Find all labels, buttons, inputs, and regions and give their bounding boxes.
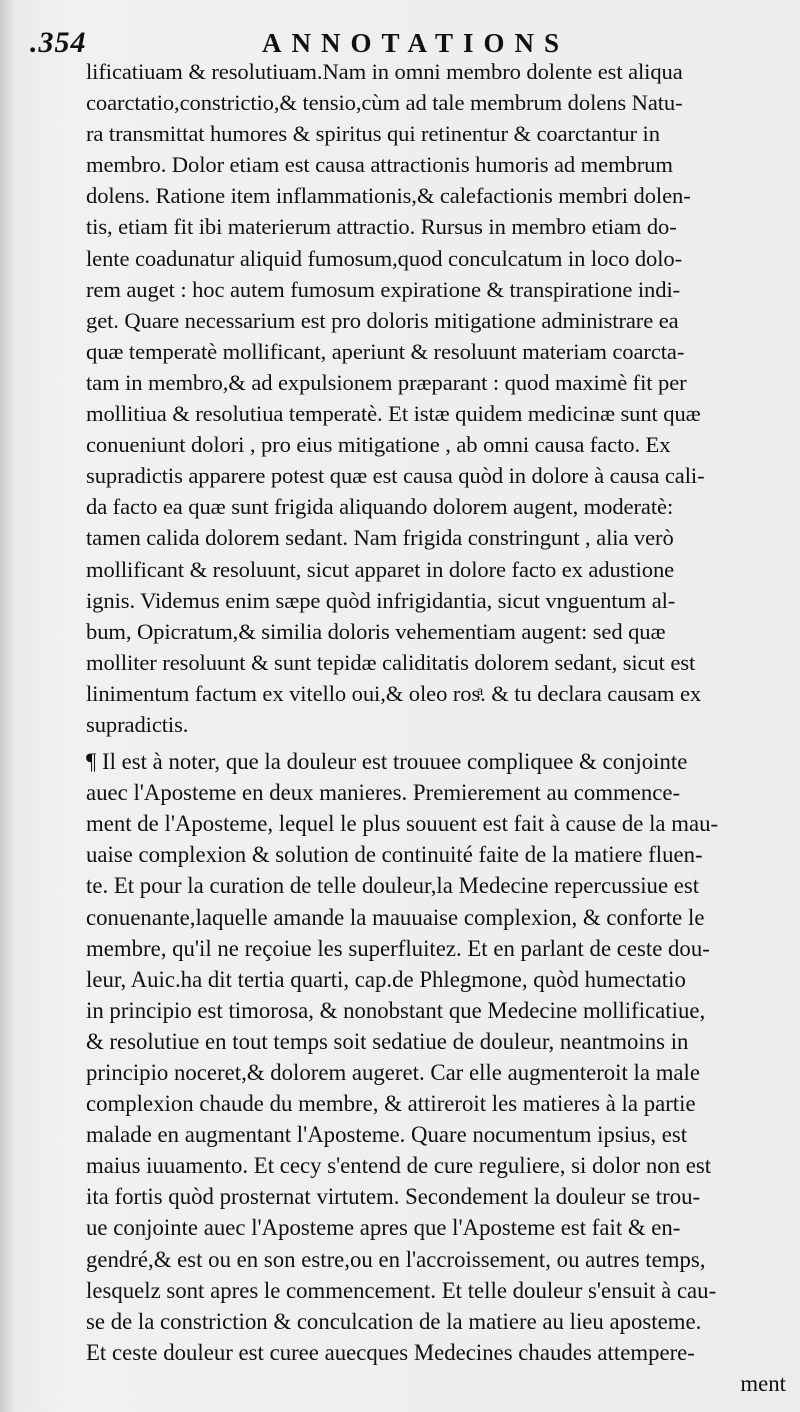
text-line: da facto ea quæ sunt frigida aliquando dolorem augent, moderatè: (86, 494, 674, 520)
text-line: malade en augmentant l'Aposteme. Quare nocumentum ipsius, est (86, 1122, 688, 1148)
text-line: ignis. Videmus enim sæpe quòd infrigidantia, sicut vnguentum al- (86, 587, 676, 613)
text-line: tam in membro,& ad expulsionem præparant : quod maximè fit per (86, 369, 687, 395)
catchword: ment (740, 1370, 786, 1396)
text-line: ra transmittat humores & spiritus qui retinentur & coarctantur in (86, 121, 660, 147)
latin-paragraph (86, 56, 786, 740)
text-line: lente coadunatur aliquid fumosum,quod conculcatum in loco dolo- (86, 245, 683, 271)
text-line: supradictis apparere potest quæ est causa quòd in dolore à causa cali- (86, 463, 705, 489)
text-line: auec l'Aposteme en deux manieres. Premierement au commence- (86, 780, 681, 806)
text-line: leur, Auic.ha dit tertia quarti, cap.de Phlegmone, quòd humectatio (86, 966, 686, 992)
page-number: .354 (30, 26, 87, 59)
text-line: in principio est timorosa, & nonobstant que Medecine mollificatiue, (86, 997, 706, 1023)
text-line: ita fortis quòd prosternat virtutem. Secondement la douleur se trou- (86, 1184, 701, 1210)
text-line: lificatiuam & resolutiuam.Nam in omni membro dolente est aliqua (86, 59, 683, 84)
text-line: supradictis. (86, 711, 189, 737)
text-line: conuenante,laquelle amande la mauuaise complexion, & conforte le (86, 904, 705, 930)
text-line: lesquelz sont apres le commencement. Et telle douleur s'ensuit à cau- (86, 1277, 717, 1303)
text-line: get. Quare necessarium est pro doloris mitigatione administrare ea (86, 307, 679, 333)
text-line: linimentum factum ex vitello oui,& oleo rosͣ. & tu declara causam ex (86, 680, 702, 706)
text-line: dolens. Ratione item inflammationis,& calefactionis membri dolen- (86, 183, 691, 209)
text-line: tamen calida dolorem sedant. Nam frigida constringunt , alia verò (86, 525, 674, 551)
page-body (86, 56, 786, 1399)
page-header (0, 20, 800, 60)
text-line: ¶ Il est à noter, que la douleur est trouuee compliquee & conjointe (86, 749, 688, 775)
text-line: molliter resoluunt & sunt tepidæ caliditatis dolorem sedant, sicut est (86, 649, 696, 675)
text-line: conueniunt dolori , pro eius mitigatione , ab omni causa facto. Ex (86, 432, 671, 458)
text-line: ment de l'Aposteme, lequel le plus souuent est fait à cause de la mau- (86, 811, 719, 837)
text-line: rem auget : hoc autem fumosum expiratione & transpiratione indi- (86, 276, 681, 302)
text-line: ue conjointe auec l'Aposteme apres que l'Aposteme est fait & en- (86, 1215, 681, 1241)
running-title: ANNOTATIONS (262, 28, 570, 58)
text-line: maius iuuamento. Et cecy s'entend de cure reguliere, si dolor non est (86, 1153, 712, 1179)
text-line: complexion chaude du membre, & attireroit les matieres à la partie (86, 1091, 696, 1117)
text-line: tis, etiam fit ibi materierum attractio. Rursus in membro etiam do- (86, 214, 677, 240)
text-line: mollitiua & resolutiua temperatè. Et istæ quidem medicinæ sunt quæ (86, 401, 701, 427)
text-line: principio noceret,& dolorem augeret. Car elle augmenteroit la male (86, 1060, 701, 1085)
text-line: membre, qu'il ne reçoiue les superfluitez. Et en parlant de ceste dou- (86, 935, 710, 961)
text-line: quæ temperatè mollificant, aperiunt & resoluunt materiam coarcta- (86, 338, 685, 364)
text-line: se de la constriction & conculcation de la matiere au lieu aposteme. (86, 1308, 702, 1334)
text-line: mollificant & resoluunt, sicut apparet in dolore facto ex adustione (86, 556, 675, 582)
text-line: uaise complexion & solution de continuité faite de la matiere fluen- (86, 842, 703, 868)
text-line: Et ceste douleur est curee auecques Medecines chaudes attempere- (86, 1339, 695, 1365)
text-line: te. Et pour la curation de telle douleur,la Medecine repercussiue est (86, 873, 700, 899)
text-line: bum, Opicratum,& similia doloris vehementiam augent: sed quæ (86, 618, 666, 644)
text-line: membro. Dolor etiam est causa attractionis humoris ad membrum (86, 152, 673, 178)
french-paragraph (86, 746, 786, 1399)
text-line: gendré,& est ou en son estre,ou en l'accroissement, ou autres temps, (86, 1246, 706, 1272)
text-line: coarctatio,constrictio,& tensio,cùm ad tale membrum dolens Natu- (86, 90, 683, 116)
text-line: & resolutiue en tout temps soit sedatiue de douleur, neantmoins in (86, 1028, 689, 1054)
